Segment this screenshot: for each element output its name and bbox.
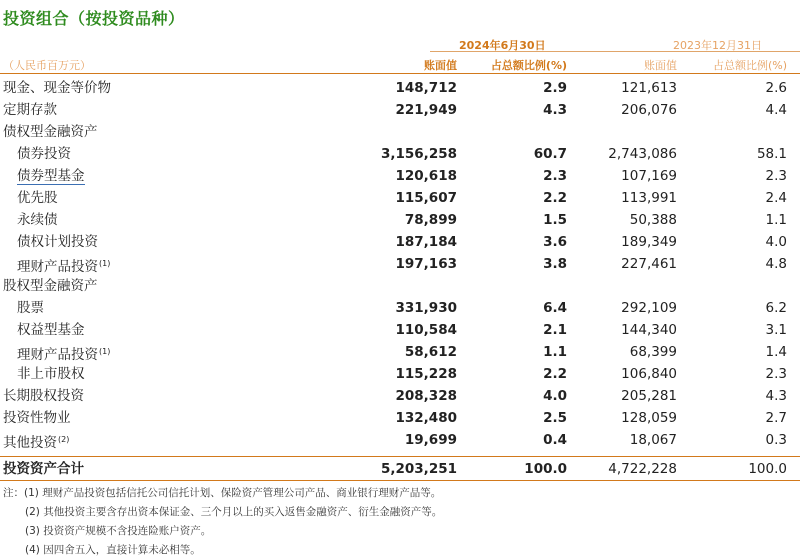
cell-book-value-prior: 113,991 [621,190,677,206]
cell-book-value-prior: 106,840 [621,366,677,382]
cell-book-value: 19,699 [404,432,457,448]
cell-pct: 4.3 [543,102,567,118]
row-label-text: 其他投资 [3,435,57,451]
footnote: 注：(1) 理财产品投资包括信托公司信托计划、保险资产管理公司产品、商业银行理财产品等。 [3,487,442,499]
col-book-value-prior-header: 账面值 [644,59,677,72]
cell-pct: 2.2 [543,366,567,382]
cell-book-value-prior: 206,076 [621,102,677,118]
cell-book-value: 78,899 [404,212,457,228]
total-book-value: 5,203,251 [380,461,457,477]
row-label [3,407,71,429]
cell-pct-prior: 58.1 [756,146,787,162]
table-row [0,363,800,385]
row-label-text: 优先股 [17,190,58,206]
cell-book-value-prior: 68,399 [629,344,677,360]
row-label-text: 投资性物业 [3,410,71,426]
row-label [3,77,111,99]
cell-book-value-prior: 107,169 [621,168,677,184]
period-current-header: 2024年6月30日 [459,39,546,52]
cell-book-value-prior: 121,613 [621,80,677,96]
total-pct-prior: 100.0 [748,461,787,477]
cell-pct-prior: 0.3 [765,432,787,448]
total-pct: 100.0 [524,461,567,477]
row-label [17,319,85,341]
cell-pct: 1.5 [543,212,567,228]
cell-book-value-prior: 144,340 [621,322,677,338]
row-label-text: 债券型基金 [17,168,85,184]
table-row [0,253,800,275]
cell-pct-prior: 1.1 [765,212,787,228]
row-label-text: 现金、现金等价物 [3,80,111,96]
cell-book-value: 115,228 [395,366,457,382]
row-label-text: 定期存款 [3,102,57,118]
row-label-text: 债权计划投资 [17,234,98,250]
row-label-text: 权益型基金 [17,322,85,338]
cell-book-value: 148,712 [395,80,457,96]
cell-pct-prior: 2.6 [765,80,787,96]
cell-pct: 1.1 [543,344,567,360]
table-row [0,319,800,341]
row-label-text: 理财产品投资 [17,259,98,275]
cell-pct-prior: 4.3 [765,388,787,404]
unit-label: （人民币百万元） [3,59,91,72]
cell-pct: 2.9 [543,80,567,96]
cell-book-value-prior: 227,461 [621,256,677,272]
row-label-text: 永续债 [17,212,58,228]
row-label [3,99,57,121]
cell-pct-prior: 2.7 [765,410,787,426]
row-label [3,121,98,143]
cell-book-value: 110,584 [395,322,457,338]
cell-pct-prior: 4.0 [765,234,787,250]
cell-book-value: 208,328 [395,388,457,404]
table-row [0,385,800,407]
table-row [0,99,800,121]
cell-book-value-prior: 292,109 [621,300,677,316]
footnote: (4) 因四舍五入，直接计算未必相等。 [25,544,201,556]
cell-pct-prior: 4.8 [765,256,787,272]
cell-pct: 2.3 [543,168,567,184]
cell-book-value: 187,184 [395,234,457,250]
table-row [0,297,800,319]
row-label [17,165,85,187]
col-pct-header: 占总额比例(%) [490,59,567,72]
cell-pct: 2.5 [543,410,567,426]
header-rule-bottom [0,73,800,74]
col-book-value-header: 账面值 [424,59,457,72]
cell-book-value: 115,607 [395,190,457,206]
total-row [0,458,800,480]
total-label: 投资资产合计 [3,461,84,477]
cell-pct-prior: 2.3 [765,366,787,382]
row-label [17,209,58,231]
cell-pct: 60.7 [533,146,567,162]
footnote-ref: (1) [99,347,111,356]
cell-book-value-prior: 189,349 [621,234,677,250]
row-label-text: 债券投资 [17,146,71,162]
table-row [0,165,800,187]
total-book-value-prior: 4,722,228 [608,461,677,477]
row-label [17,187,58,209]
table-row [0,429,800,451]
footnote-ref: (2) [58,435,70,444]
footnote: (2) 其他投资主要含存出资本保证金、三个月以上的买入返售金融资产、衍生金融资产等。 [25,506,443,518]
table-row [0,187,800,209]
total-rule-top [0,456,800,457]
header-rule-top [430,51,800,52]
footnote-ref: (1) [99,259,111,268]
cell-book-value-prior: 128,059 [621,410,677,426]
table-row [0,77,800,99]
cell-pct: 2.2 [543,190,567,206]
cell-book-value-prior: 50,388 [629,212,677,228]
cell-book-value-prior: 205,281 [621,388,677,404]
cell-pct-prior: 3.1 [765,322,787,338]
row-label [17,363,85,385]
row-label-text: 长期股权投资 [3,388,84,404]
row-label [17,231,98,253]
cell-book-value: 331,930 [395,300,457,316]
table-row [0,209,800,231]
row-label [3,275,98,297]
row-label [3,385,84,407]
table-row [0,407,800,429]
table-row [0,231,800,253]
period-prior-header: 2023年12月31日 [673,39,762,52]
table-row [0,143,800,165]
page-title: 投资组合（按投资品种） [3,9,185,28]
cell-pct-prior: 6.2 [765,300,787,316]
table-row [0,275,800,297]
cell-pct: 0.4 [543,432,567,448]
cell-book-value: 221,949 [395,102,457,118]
cell-book-value: 120,618 [395,168,457,184]
row-label [17,143,71,165]
footnote: (3) 投资资产规模不含投连险账户资产。 [25,525,212,537]
cell-pct-prior: 1.4 [765,344,787,360]
cell-pct-prior: 4.4 [765,102,787,118]
row-label [3,429,69,454]
col-pct-prior-header: 占总额比例(%) [712,59,787,72]
table-row [0,121,800,143]
row-label [17,297,44,319]
cell-pct-prior: 2.3 [765,168,787,184]
cell-book-value-prior: 18,067 [629,432,677,448]
cell-pct: 3.8 [543,256,567,272]
cell-book-value-prior: 2,743,086 [608,146,677,162]
cell-pct: 2.1 [543,322,567,338]
row-label-text: 理财产品投资 [17,347,98,363]
cell-book-value: 58,612 [404,344,457,360]
cell-book-value: 132,480 [395,410,457,426]
row-label-text: 债权型金融资产 [3,124,98,140]
cell-pct: 3.6 [543,234,567,250]
cell-pct: 6.4 [543,300,567,316]
row-label-text: 股权型金融资产 [3,278,98,294]
row-label-text: 非上市股权 [17,366,85,382]
row-label-text: 股票 [17,300,44,316]
total-rule-bottom [0,480,800,481]
table-row [0,341,800,363]
cell-pct-prior: 2.4 [765,190,787,206]
cell-book-value: 3,156,258 [380,146,457,162]
cell-pct: 4.0 [543,388,567,404]
cell-book-value: 197,163 [395,256,457,272]
